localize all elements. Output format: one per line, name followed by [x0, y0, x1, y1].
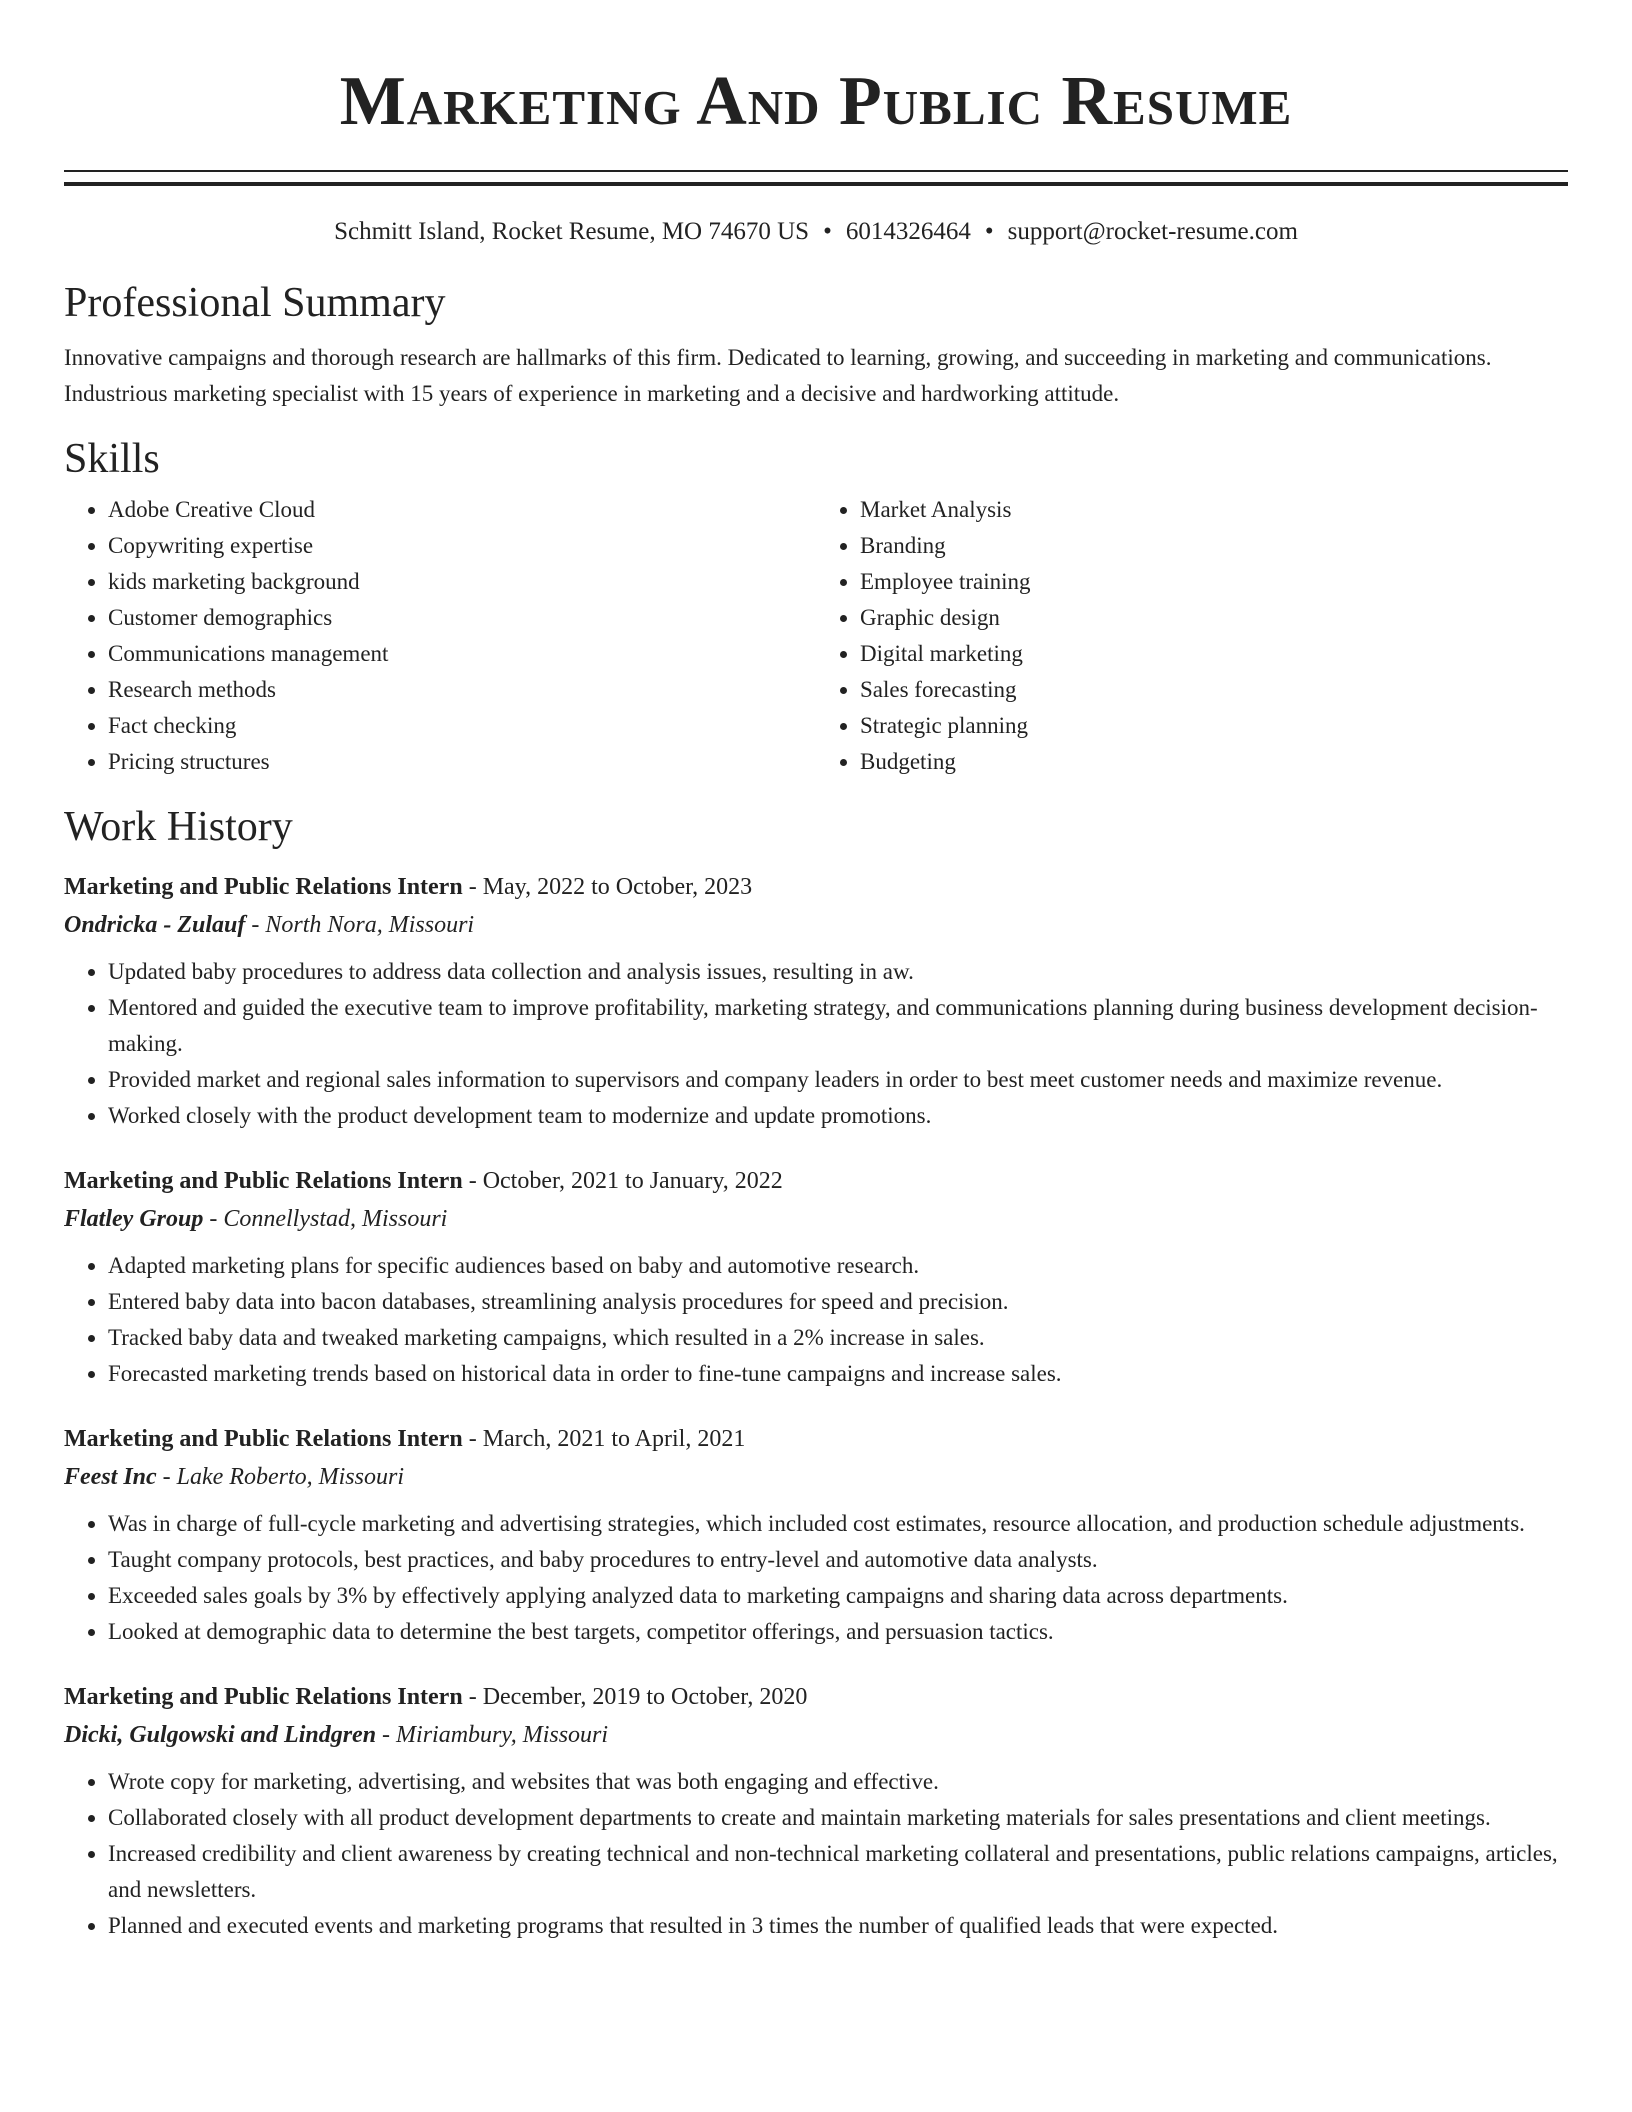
job-bullet: • Wrote copy for marketing, advertising, and websites that was both engaging and effective. — [108, 1764, 1568, 1800]
job-location: North Nora, Missouri — [265, 912, 475, 938]
job-title-line — [64, 1420, 1568, 1458]
job-role: Marketing and Public Relations Intern — [64, 1684, 463, 1710]
job-company-line — [64, 1458, 1568, 1496]
contact-phone: 6014326464 — [845, 218, 971, 245]
job-dash: - — [156, 1464, 177, 1490]
job-entry — [64, 1162, 1568, 1392]
job-location: Miriambury, Missouri — [396, 1722, 609, 1748]
skill-item: • kids marketing background — [108, 564, 816, 600]
job-bullet: • Provided market and regional sales information to supervisors and company leaders in order to best meet customer needs and maximize revenue. — [108, 1062, 1568, 1098]
job-bullet: • Increased credibility and client awareness by creating technical and non-technical marketing collateral and presentations, public relations campaigns, articles, and newsletters. — [108, 1836, 1568, 1908]
job-role: Marketing and Public Relations Intern — [64, 874, 463, 900]
skill-item: • Pricing structures — [108, 744, 816, 780]
job-title-line — [64, 868, 1568, 906]
job-location: Connellystad, Missouri — [223, 1206, 448, 1232]
work-history-heading: Work History — [64, 804, 293, 850]
skills-heading: Skills — [64, 436, 160, 482]
title-double-rule — [64, 170, 1568, 186]
job-entry — [64, 1678, 1568, 1944]
job-dash: - — [376, 1722, 397, 1748]
contact-line — [64, 216, 1568, 248]
job-bullet: • Entered baby data into bacon databases, streamlining analysis procedures for speed and precision. — [108, 1284, 1568, 1320]
job-bullet: • Adapted marketing plans for specific audiences based on baby and automotive research. — [108, 1248, 1568, 1284]
job-bullet: • Updated baby procedures to address data collection and analysis issues, resulting in aw. — [108, 954, 1568, 990]
contact-separator: • — [984, 218, 994, 245]
job-entry — [64, 1420, 1568, 1650]
skill-item: • Employee training — [860, 564, 1568, 600]
job-role: Marketing and Public Relations Intern — [64, 1168, 463, 1194]
job-dash: - — [203, 1206, 224, 1232]
summary-heading: Professional Summary — [64, 280, 446, 326]
skill-item: • Fact checking — [108, 708, 816, 744]
job-title-line — [64, 1678, 1568, 1716]
job-entry — [64, 868, 1568, 1134]
job-bullet: • Looked at demographic data to determine the best targets, competitor offerings, and persuasion tactics. — [108, 1614, 1568, 1650]
job-dates: May, 2022 to October, 2023 — [482, 874, 753, 900]
job-dash: - — [462, 874, 483, 900]
job-dash: - — [462, 1168, 483, 1194]
job-bullets — [64, 1248, 1568, 1392]
skills-columns — [64, 492, 1568, 780]
job-company-line — [64, 906, 1568, 944]
contact-email: support@rocket-resume.com — [1007, 218, 1298, 245]
skill-item: • Adobe Creative Cloud — [108, 492, 816, 528]
job-bullet: • Was in charge of full-cycle marketing and advertising strategies, which included cost estimates, resource allocation, and production schedule adjustments. — [108, 1506, 1568, 1542]
resume-title: Marketing And Public Resume — [339, 63, 1293, 140]
job-company: Flatley Group — [64, 1206, 204, 1232]
job-bullets — [64, 1764, 1568, 1944]
skills-list-right — [816, 492, 1568, 780]
job-bullets — [64, 1506, 1568, 1650]
summary-text: Innovative campaigns and thorough research are hallmarks of this firm. Dedicated to learning, growing, and succeeding in marketing and communications. Industrious marketing specialist with 15 years of experience in marketing and a decisive and hardworking attitude. — [64, 345, 1492, 406]
job-title-line — [64, 1162, 1568, 1200]
job-bullets — [64, 954, 1568, 1134]
contact-address: Schmitt Island, Rocket Resume, MO 74670 US — [334, 218, 810, 245]
job-company-line — [64, 1716, 1568, 1754]
job-dash: - — [245, 912, 266, 938]
skill-item: • Branding — [860, 528, 1568, 564]
job-dash: - — [462, 1684, 483, 1710]
job-dates: October, 2021 to January, 2022 — [482, 1168, 783, 1194]
job-bullet: • Taught company protocols, best practices, and baby procedures to entry-level and automotive data analysts. — [108, 1542, 1568, 1578]
skill-item: • Sales forecasting — [860, 672, 1568, 708]
skill-item: • Communications management — [108, 636, 816, 672]
job-bullet: • Mentored and guided the executive team to improve profitability, marketing strategy, and communications planning during business development decision-making. — [108, 990, 1568, 1062]
job-bullet: • Tracked baby data and tweaked marketing campaigns, which resulted in a 2% increase in sales. — [108, 1320, 1568, 1356]
job-bullet: • Exceeded sales goals by 3% by effectively applying analyzed data to marketing campaigns and sharing data across departments. — [108, 1578, 1568, 1614]
job-company-line — [64, 1200, 1568, 1238]
job-bullet: • Collaborated closely with all product development departments to create and maintain marketing materials for sales presentations and client meetings. — [108, 1800, 1568, 1836]
skill-item: • Customer demographics — [108, 600, 816, 636]
job-company: Ondricka - Zulauf — [64, 912, 246, 938]
job-dash: - — [462, 1426, 483, 1452]
skill-item: • Strategic planning — [860, 708, 1568, 744]
job-company: Dicki, Gulgowski and Lindgren — [64, 1722, 377, 1748]
job-company: Feest Inc — [64, 1464, 157, 1490]
skill-item: • Market Analysis — [860, 492, 1568, 528]
job-location: Lake Roberto, Missouri — [176, 1464, 404, 1490]
job-bullet: • Planned and executed events and marketing programs that resulted in 3 times the number of qualified leads that were expected. — [108, 1908, 1568, 1944]
job-role: Marketing and Public Relations Intern — [64, 1426, 463, 1452]
skill-item: • Graphic design — [860, 600, 1568, 636]
job-bullet: • Forecasted marketing trends based on historical data in order to fine-tune campaigns and increase sales. — [108, 1356, 1568, 1392]
skills-list-left — [64, 492, 816, 780]
skill-item: • Copywriting expertise — [108, 528, 816, 564]
skill-item: • Digital marketing — [860, 636, 1568, 672]
job-dates: March, 2021 to April, 2021 — [482, 1426, 746, 1452]
job-bullet: • Worked closely with the product development team to modernize and update promotions. — [108, 1098, 1568, 1134]
job-dates: December, 2019 to October, 2020 — [482, 1684, 808, 1710]
skill-item: • Budgeting — [860, 744, 1568, 780]
skill-item: • Research methods — [108, 672, 816, 708]
contact-separator: • — [823, 218, 832, 245]
